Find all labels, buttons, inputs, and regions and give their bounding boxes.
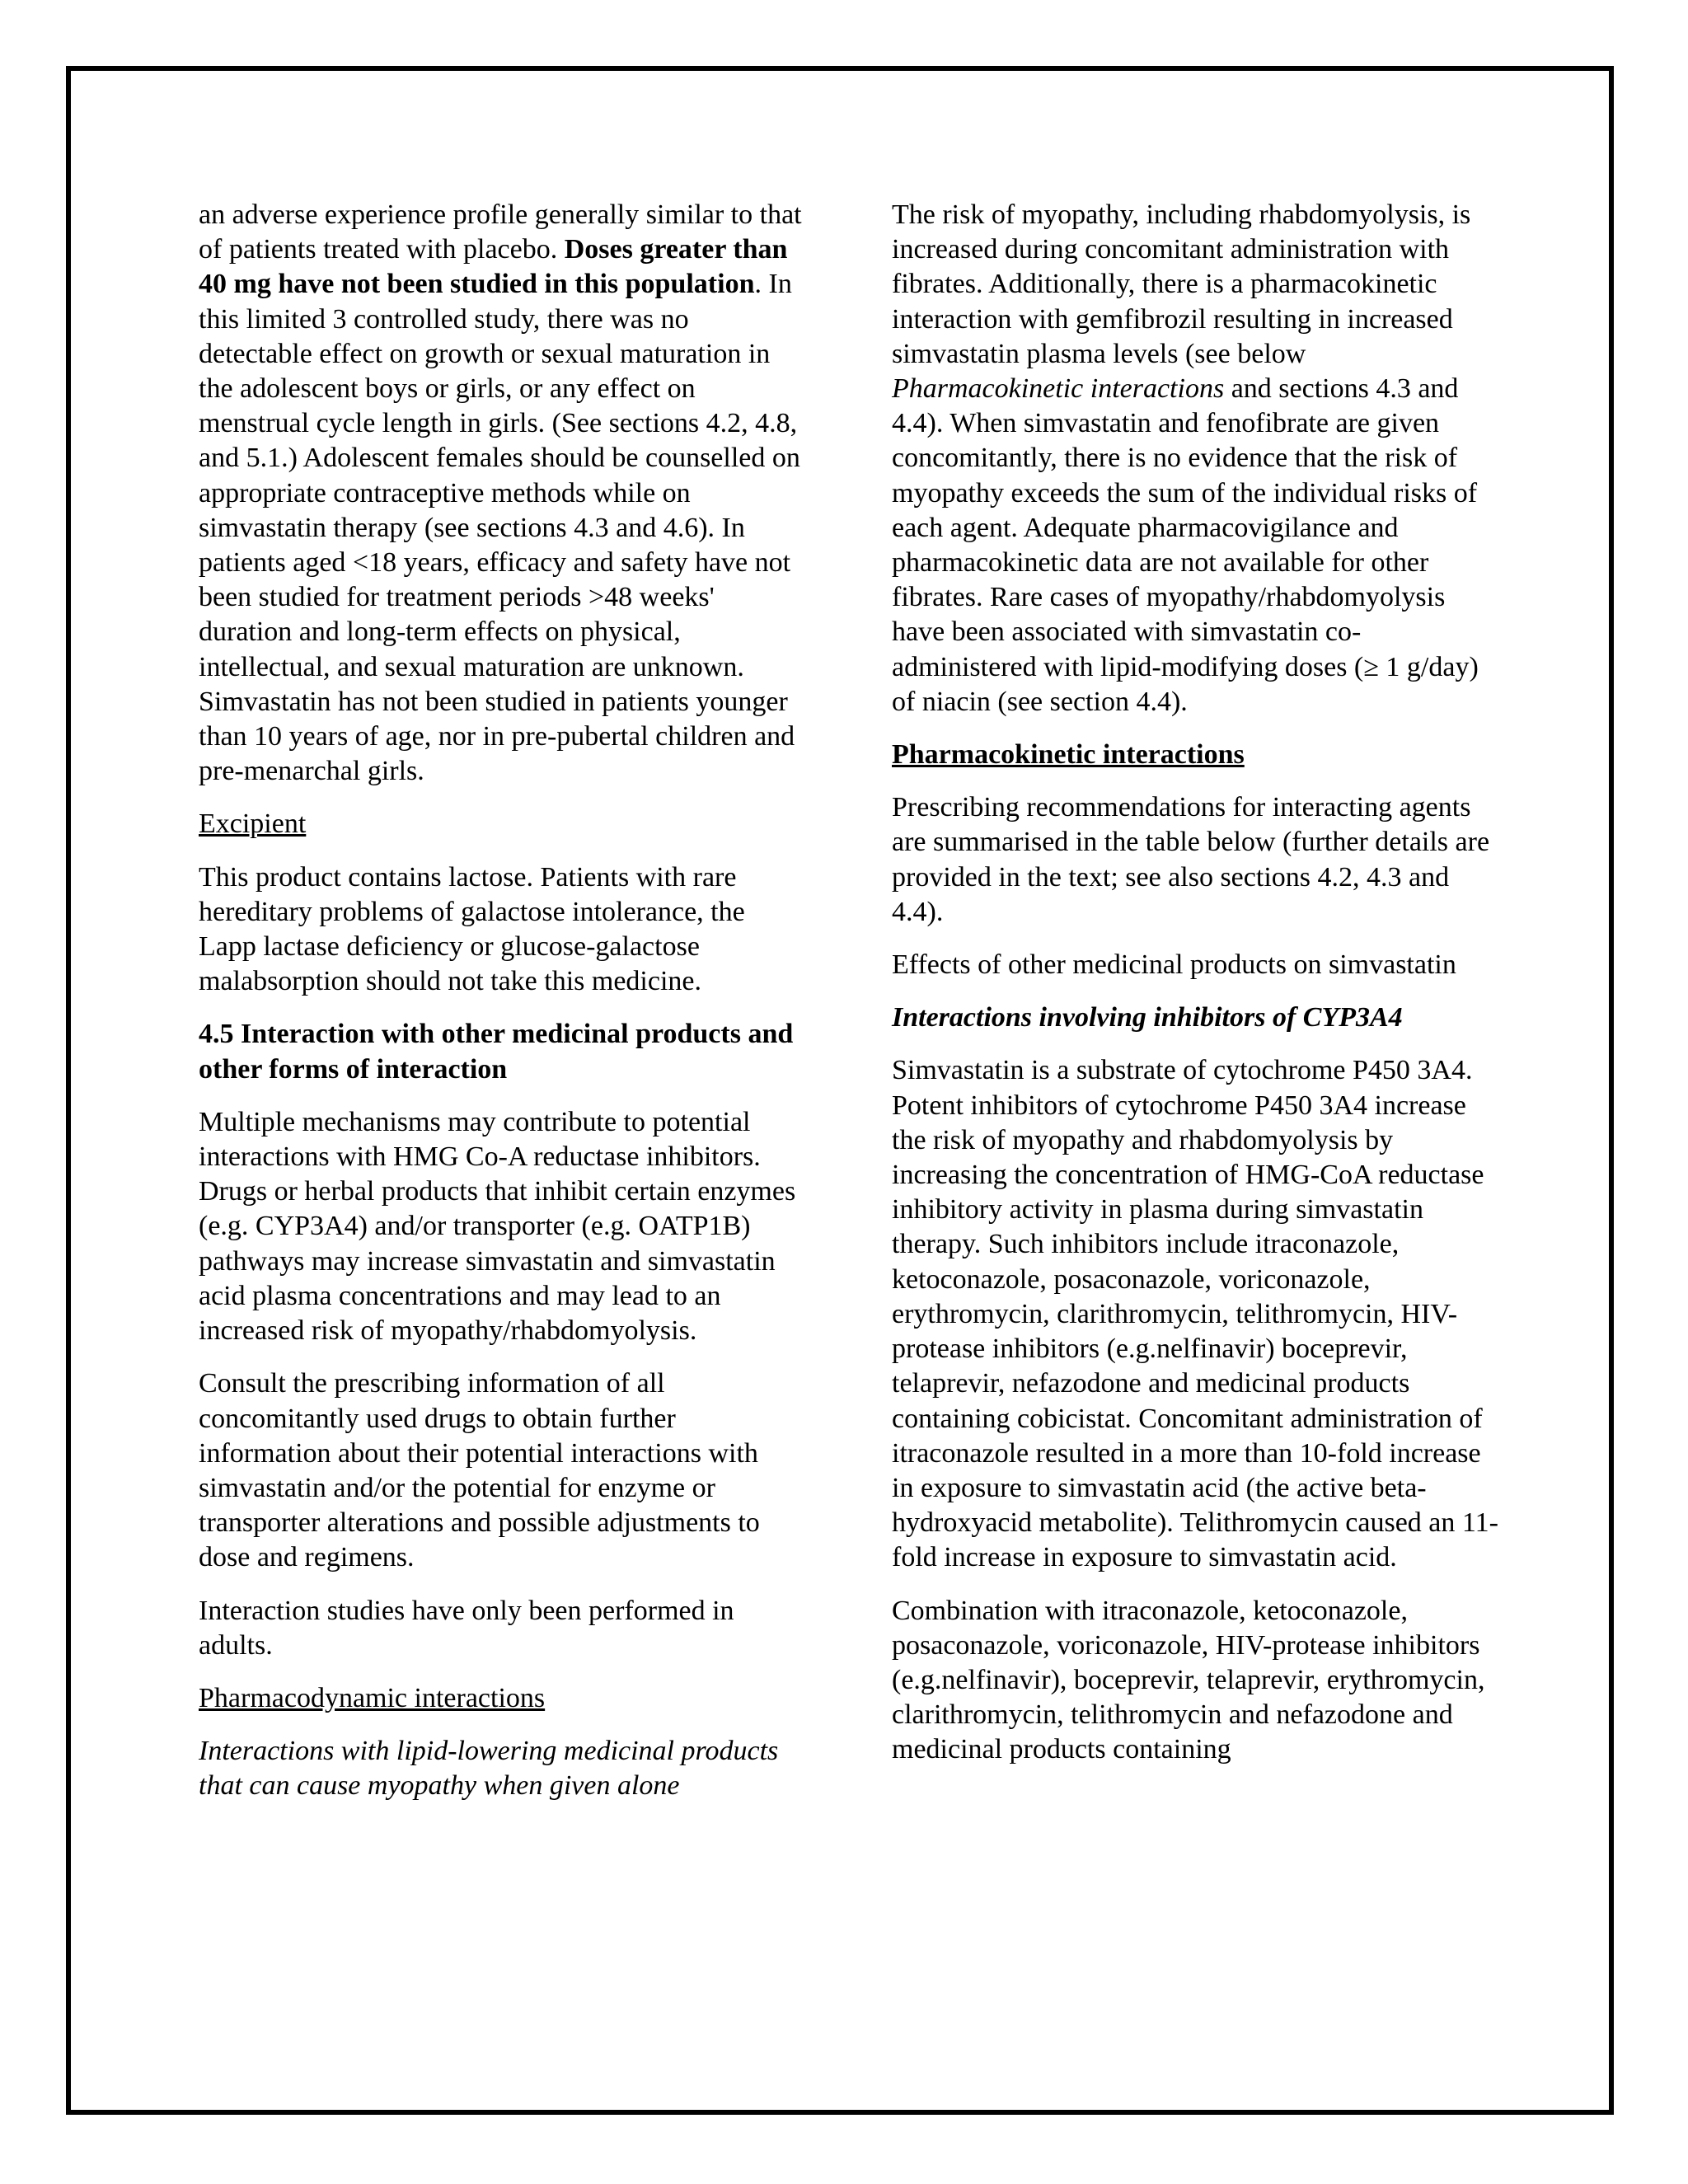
cyp3a4-heading: Interactions involving inhibitors of CYP3A4 — [892, 1002, 1403, 1033]
left-column — [199, 198, 809, 1822]
right-column — [892, 198, 1502, 1786]
substrate-paragraph: Simvastatin is a substrate of cytochrome P450 3A4. Potent inhibitors of cytochrome P450 3A4 increase the risk of myopathy and rhabdomyolysis by increasing the concentration of HMG-CoA reductase inhibitory activity in plasma during simvastatin therapy. Such inhibitors include itraconazole, ketoconazole, posaconazole, voriconazole, erythromycin, clarithromycin, telithromycin, HIV-protease inhibitors (e.g.nelfinavir) boceprevir, telaprevir, nefazodone and medicinal products containing cobicistat. Concomitant administration of itraconazole resulted in a more than 10-fold increase in exposure to simvastatin acid (the active beta-hydroxyacid metabolite). Telithromycin caused an 11-fold increase in exposure to simvastatin acid. — [892, 1055, 1498, 1573]
excipient-paragraph: This product contains lactose. Patients with rare hereditary problems of galactose intolerance, the Lapp lactase deficiency or glucose-galactose malabsorption should not take this medicine. — [199, 861, 745, 997]
adolescent-paragraph — [199, 198, 809, 789]
lipid-lowering-subheading: Interactions with lipid-lowering medicinal products that can cause myopathy when given alone — [199, 1736, 779, 1802]
text-run: The risk of myopathy, including rhabdomyolysis, is increased during concomitant administration with fibrates. Additionally, there is a pharmacokinetic interaction with gemfibrozil resulting in increased simvastatin plasma levels (see below — [892, 199, 1471, 369]
effects-paragraph: Effects of other medicinal products on simvastatin — [892, 949, 1456, 981]
consult-paragraph: Consult the prescribing information of all concomitantly used drugs to obtain further information about their potential interactions with simvastatin and/or the potential for enzyme or transporter alterations and possible adjustments to dose and regimens. — [199, 1368, 760, 1573]
pharmacodynamic-heading: Pharmacodynamic interactions — [199, 1682, 546, 1713]
section-4-5-heading: 4.5 Interaction with other medicinal products and other forms of interaction — [199, 1019, 794, 1085]
pharmacokinetic-heading: Pharmacokinetic interactions — [892, 739, 1245, 771]
mechanisms-paragraph: Multiple mechanisms may contribute to potential interactions with HMG Co-A reductase inhibitors. Drugs or herbal products that inhibit certain enzymes (e.g. CYP3A4) and/or transporter (e.g. OATP1B) pathways may increase simvastatin and simvastatin acid plasma concentrations and may lead to an increased risk of myopathy/rhabdomyolysis. — [199, 1106, 796, 1347]
text-run: an adverse experience profile generally similar to that of patients treated with placebo. — [199, 199, 802, 265]
bold-run: Doses greater than 40 mg have not been studied in this population — [199, 234, 788, 300]
excipient-heading: Excipient — [199, 808, 307, 840]
studies-paragraph: Interaction studies have only been performed in adults. — [199, 1595, 734, 1661]
fibrates-paragraph — [892, 198, 1502, 719]
prescribing-paragraph: Prescribing recommendations for interacting agents are summarised in the table below (further details are provided in the text; see also sections 4.2, 4.3 and 4.4). — [892, 792, 1490, 927]
italic-run: Pharmacokinetic interactions — [892, 373, 1225, 405]
text-run: . In this limited 3 controlled study, there was no detectable effect on growth or sexual maturation in the adolescent boys or girls, or any effect on menstrual cycle length in girls. (See sections 4.2, 4.8, and 5.1.) Adolescent females should be counselled on appropriate contraceptive methods while on simvastatin therapy (see sections 4.3 and 4.6). In patients aged <18 years, efficacy and safety have not been studied for treatment periods >48 weeks' duration and long-term effects on physical, intellectual, and sexual maturation are unknown. Simvastatin has not been studied in patients younger than 10 years of age, nor in pre-pubertal children and pre-menarchal girls. — [199, 269, 800, 787]
combination-paragraph: Combination with itraconazole, ketoconazole, posaconazole, voriconazole, HIV-protease inhibitors (e.g.nelfinavir), boceprevir, telaprevir, erythromycin, clarithromycin, telithromycin and nefazodone and medicinal products containing — [892, 1595, 1485, 1765]
text-run: and sections 4.3 and 4.4). When simvastatin and fenofibrate are given concomitantly, there is no evidence that the risk of myopathy exceeds the sum of the individual risks of each agent. Adequate pharmacovigilance and pharmacokinetic data are not available for other fibrates. Rare cases of myopathy/rhabdomyolysis have been associated with simvastatin co-administered with lipid-modifying doses (≥ 1 g/day) of niacin (see section 4.4). — [892, 373, 1479, 717]
